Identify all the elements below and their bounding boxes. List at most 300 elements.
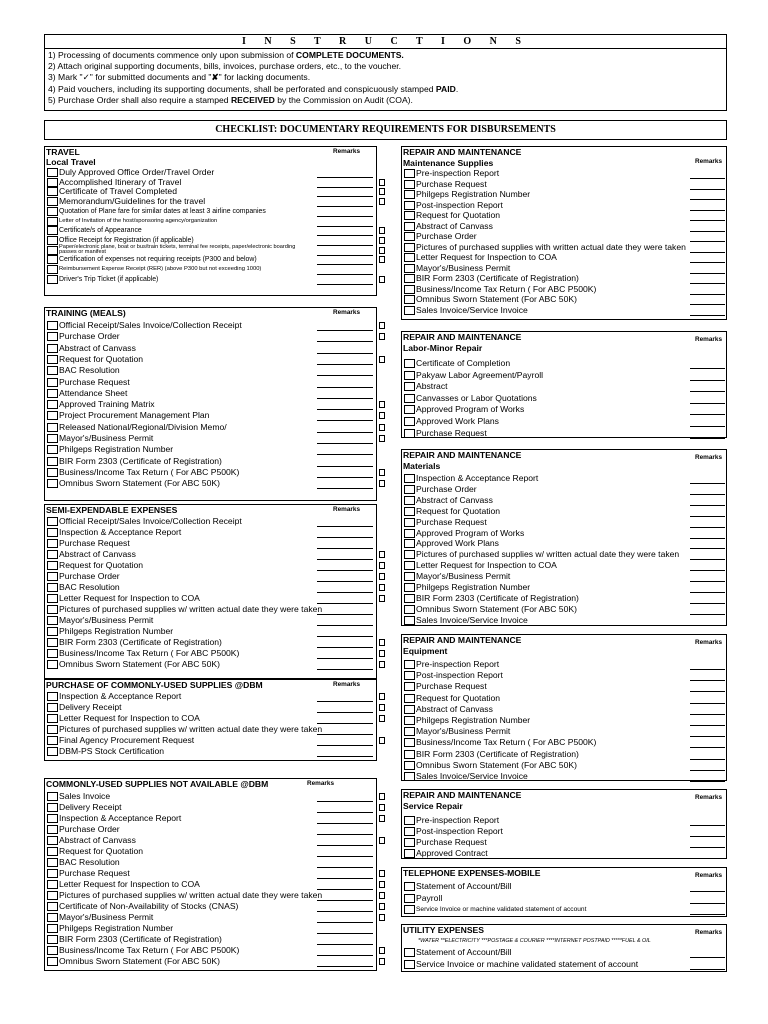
item-label: Pre-inspection Report (416, 659, 500, 669)
item-label: Mayor's/Business Permit (416, 571, 511, 582)
item-label: BAC Resolution (59, 582, 120, 592)
section-heading: TRAVEL (46, 147, 80, 157)
checkbox[interactable] (47, 572, 58, 581)
item-label: Request for Quotation (416, 210, 501, 220)
checkbox[interactable] (47, 236, 58, 245)
checklist-item (45, 626, 378, 637)
checkbox[interactable] (47, 935, 58, 944)
remarks-line[interactable] (690, 781, 725, 782)
checklist-item (45, 791, 378, 802)
item-label: BAC Resolution (59, 365, 120, 376)
checkbox[interactable] (404, 264, 415, 273)
item-label: Business/Income Tax Return ( For ABC P500K) (59, 648, 240, 658)
checkbox[interactable] (47, 178, 58, 187)
status-box-icon (379, 551, 385, 558)
section-heading: REPAIR AND MAINTENANCE (403, 635, 522, 645)
instructions-title: I N S T R U C T I O N S (44, 34, 727, 49)
item-label: Abstract of Canvass (59, 549, 136, 559)
instruction-text: 2) Attach original supporting documents, bills, invoices, purchase orders, etc., to the voucher. (48, 61, 402, 72)
checklist-item (402, 760, 728, 771)
checkbox[interactable] (47, 605, 58, 614)
item-label: Pictures of purchased supplies w/ written actual date they were taken (59, 890, 323, 900)
checkbox[interactable] (404, 894, 415, 903)
checkbox[interactable] (404, 572, 415, 581)
checklist-item (402, 242, 728, 253)
checklist-item (402, 704, 728, 715)
checkbox[interactable] (404, 849, 415, 858)
checklist-item (45, 912, 378, 923)
checkbox[interactable] (47, 423, 58, 432)
checkbox[interactable] (404, 518, 415, 527)
checklist-item (402, 393, 728, 404)
status-box-icon (379, 573, 385, 580)
item-label: Project Procurement Management Plan (59, 410, 210, 421)
checklist-item (45, 433, 378, 444)
checklist-item (402, 947, 728, 958)
checkbox[interactable] (404, 529, 415, 538)
checkbox[interactable] (47, 321, 58, 330)
checklist-item (402, 538, 728, 549)
checkbox[interactable] (47, 378, 58, 387)
checkbox[interactable] (47, 692, 58, 701)
checklist-item (45, 648, 378, 659)
status-box-icon (379, 179, 385, 186)
checkbox[interactable] (404, 716, 415, 725)
item-label: Sales Invoice/Service Invoice (416, 771, 528, 781)
checkbox[interactable] (47, 400, 58, 409)
checkbox[interactable] (404, 201, 415, 210)
remarks-header: Remarks (695, 158, 723, 165)
checkbox[interactable] (404, 211, 415, 220)
right-section-4 (401, 789, 727, 859)
checkbox[interactable] (404, 738, 415, 747)
checkbox[interactable] (47, 902, 58, 911)
remarks-header: Remarks (695, 454, 723, 461)
remarks-line[interactable] (690, 315, 725, 316)
status-box-icon (379, 837, 385, 844)
checkbox[interactable] (47, 792, 58, 801)
checklist-item (45, 890, 378, 901)
remarks-line[interactable] (317, 488, 373, 489)
item-label: Approved Training Matrix (59, 399, 155, 410)
item-label: Mayor's/Business Permit (59, 433, 154, 443)
checkbox[interactable] (47, 457, 58, 466)
section-subheading: Labor-Minor Repair (403, 343, 483, 353)
checkbox[interactable] (404, 750, 415, 759)
checkbox[interactable] (47, 736, 58, 745)
checkbox[interactable] (404, 253, 415, 262)
status-box-icon (379, 356, 385, 363)
checkbox[interactable] (47, 517, 58, 526)
checkbox[interactable] (404, 507, 415, 516)
checkbox[interactable] (47, 275, 58, 284)
checklist-item (402, 416, 728, 427)
checkbox[interactable] (47, 332, 58, 341)
status-box-icon (379, 892, 385, 899)
instruction-emphasis: RECEIVED (230, 94, 275, 105)
status-box-icon (379, 715, 385, 722)
item-label: Abstract of Canvass (59, 835, 136, 845)
checklist-item (402, 252, 728, 263)
checkbox[interactable] (47, 539, 58, 548)
checklist-item (45, 388, 378, 399)
item-label: Business/Income Tax Return ( For ABC P500K) (416, 737, 597, 748)
checkbox[interactable] (404, 550, 415, 559)
instruction-line (48, 50, 723, 61)
status-box-icon (379, 424, 385, 431)
right-section-1 (401, 331, 727, 438)
status-box-icon (379, 804, 385, 811)
item-label: Letter Request for Inspection to COA (416, 560, 557, 571)
checkbox[interactable] (47, 627, 58, 636)
checklist-item (402, 305, 728, 316)
item-label: BIR Form 2303 (Certificate of Registration) (416, 748, 579, 759)
checkbox[interactable] (47, 344, 58, 353)
remarks-line[interactable] (690, 914, 725, 915)
checklist-item (45, 549, 378, 560)
item-label: Paper/electronic plane, boat or bus/train tickets, terminal fee receipts, paper/electronic boarding passes or manifest (59, 243, 296, 256)
remarks-header: Remarks (307, 780, 335, 787)
item-label: Request for Quotation (416, 505, 501, 516)
item-label: Released National/Regional/Division Memo/ (59, 421, 227, 432)
checkbox[interactable] (404, 772, 415, 781)
checkbox[interactable] (404, 960, 415, 969)
checkbox[interactable] (404, 882, 415, 891)
checklist-item (45, 691, 378, 702)
item-label: Abstract of Canvass (416, 703, 493, 714)
item-label: Final Agency Procurement Request (59, 735, 195, 745)
section-subheading: Service Repair (403, 801, 463, 811)
status-box-icon (379, 903, 385, 910)
checkbox[interactable] (47, 550, 58, 559)
checkbox[interactable] (47, 528, 58, 537)
left-section-4 (44, 778, 377, 971)
item-label: Memorandum/Guidelines for the travel (59, 196, 206, 207)
item-label: Purchase Request (416, 427, 487, 438)
checklist-item (45, 331, 378, 342)
checkbox[interactable] (404, 485, 415, 494)
item-label: Omnibus Sworn Statement (For ABC 50K) (416, 759, 577, 770)
checkbox[interactable] (47, 858, 58, 867)
checklist-item (402, 495, 728, 506)
item-label: Mayor's/Business Permit (416, 262, 511, 273)
checkbox[interactable] (404, 561, 415, 570)
item-label: Purchase Order (59, 331, 120, 342)
status-box-icon (379, 247, 385, 254)
checkbox[interactable] (47, 703, 58, 712)
checklist-item (45, 813, 378, 824)
checklist-item (402, 959, 728, 970)
remarks-line[interactable] (317, 966, 373, 967)
checkbox[interactable] (47, 847, 58, 856)
checklist-item (402, 715, 728, 726)
item-label: Approved Work Plans (416, 538, 499, 549)
checkbox[interactable] (47, 246, 58, 255)
checkbox[interactable] (404, 583, 415, 592)
checkbox[interactable] (404, 671, 415, 680)
checklist-item (402, 200, 728, 211)
checkbox[interactable] (47, 957, 58, 966)
instruction-text: 1) Processing of documents commence only upon submission of (48, 50, 296, 60)
checkbox[interactable] (404, 274, 415, 283)
status-box-icon (379, 584, 385, 591)
checkbox[interactable] (47, 714, 58, 723)
checkbox[interactable] (47, 197, 58, 206)
checklist-item (45, 735, 378, 746)
section-heading: PURCHASE OF COMMONLY-USED SUPPLIES @DBM (46, 680, 263, 690)
item-label: Certificate/s of Appearance (59, 227, 142, 235)
checklist-item (45, 615, 378, 626)
checkbox[interactable] (47, 594, 58, 603)
checkbox[interactable] (404, 816, 415, 825)
status-box-icon (379, 704, 385, 711)
item-label: Sales Invoice/Service Invoice (416, 304, 528, 315)
checkbox[interactable] (47, 616, 58, 625)
checkbox[interactable] (47, 649, 58, 658)
checkbox[interactable] (47, 468, 58, 477)
checkbox[interactable] (47, 434, 58, 443)
item-label: Letter Request for Inspection to COA (59, 593, 200, 603)
checkbox[interactable] (47, 445, 58, 454)
checkbox[interactable] (404, 306, 415, 315)
checklist-item (402, 294, 728, 305)
checklist-item (45, 846, 378, 857)
checklist-item (45, 945, 378, 956)
item-label: Request for Quotation (59, 560, 144, 570)
checklist-item (45, 879, 378, 890)
status-box-icon (379, 661, 385, 668)
remarks-header: Remarks (695, 336, 723, 343)
item-label: Certificate of Non-Availability of Stocks (CNAS) (59, 901, 239, 911)
checklist-item (45, 343, 378, 354)
checklist-item (45, 456, 378, 467)
item-label: Purchase Request (59, 538, 130, 548)
checkbox[interactable] (47, 825, 58, 834)
checklist-item (45, 637, 378, 648)
item-label: Philgeps Registration Number (59, 923, 174, 933)
checkbox[interactable] (404, 371, 415, 380)
item-label: Pre-inspection Report (416, 168, 500, 178)
checklist-item (402, 681, 728, 692)
item-label: Pre-inspection Report (416, 815, 500, 825)
checkbox[interactable] (47, 638, 58, 647)
item-label: Approved Contract (416, 848, 488, 858)
checkbox[interactable] (404, 727, 415, 736)
item-label: Post-inspection Report (416, 826, 503, 836)
checkbox[interactable] (404, 190, 415, 199)
checkbox[interactable] (47, 389, 58, 398)
checklist-item (402, 771, 728, 782)
checkbox[interactable] (404, 660, 415, 669)
item-label: Statement of Account/Bill (416, 947, 512, 957)
checkbox[interactable] (47, 836, 58, 845)
remarks-header: Remarks (695, 929, 723, 936)
item-label: DBM-PS Stock Certification (59, 746, 165, 756)
item-label: Omnibus Sworn Statement (For ABC 50K) (416, 294, 577, 304)
checklist-item (402, 749, 728, 760)
section-heading: REPAIR AND MAINTENANCE (403, 332, 522, 342)
checklist-item (402, 826, 728, 837)
section-subheading: Materials (403, 461, 441, 471)
checkbox[interactable] (47, 187, 58, 196)
item-label: Service Invoice or machine validated statement of account (416, 906, 587, 913)
instruction-line (48, 72, 723, 83)
checklist-item (45, 571, 378, 582)
checklist-item (402, 284, 728, 295)
checklist-title: CHECKLIST: DOCUMENTARY REQUIREMENTS FOR DISBURSEMENTS (44, 120, 727, 140)
left-section-0 (44, 146, 377, 296)
checkbox[interactable] (404, 761, 415, 770)
checkbox[interactable] (404, 905, 415, 914)
checklist-item (402, 189, 728, 200)
checkbox[interactable] (404, 382, 415, 391)
right-section-2 (401, 449, 727, 626)
checkbox[interactable] (404, 605, 415, 614)
item-label: Canvasses or Labor Quotations (416, 392, 537, 403)
checkbox[interactable] (47, 217, 58, 226)
status-box-icon (379, 469, 385, 476)
remarks-line[interactable] (690, 625, 725, 626)
checkbox[interactable] (404, 359, 415, 368)
left-section-1 (44, 307, 377, 501)
checklist-item (402, 893, 728, 904)
checkbox[interactable] (404, 285, 415, 294)
checklist-item (45, 365, 378, 376)
checkbox[interactable] (404, 222, 415, 231)
remarks-header: Remarks (333, 309, 361, 316)
checkbox[interactable] (404, 682, 415, 691)
checkbox[interactable] (47, 747, 58, 756)
remarks-line[interactable] (690, 969, 725, 970)
checkbox[interactable] (47, 561, 58, 570)
remarks-line[interactable] (690, 438, 725, 439)
checkbox[interactable] (47, 479, 58, 488)
checkbox[interactable] (404, 169, 415, 178)
checklist-item (402, 381, 728, 392)
checkbox[interactable] (47, 660, 58, 669)
checkbox[interactable] (47, 168, 58, 177)
checkbox[interactable] (404, 474, 415, 483)
checkbox[interactable] (404, 539, 415, 548)
item-label: Purchase Order (59, 571, 120, 581)
instruction-text: " for lacking documents. (218, 72, 311, 83)
checkbox[interactable] (47, 255, 58, 264)
status-box-icon (379, 480, 385, 487)
section-heading: TELEPHONE EXPENSES-MOBILE (403, 868, 541, 878)
status-box-icon (379, 237, 385, 244)
item-label: Reimbursement Expense Receipt (RER) (above P300 but not exceeding 1000) (59, 266, 262, 272)
checkbox[interactable] (404, 394, 415, 403)
remarks-line[interactable] (690, 858, 725, 859)
checkbox[interactable] (47, 226, 58, 235)
section-subheading: Maintenance Supplies (403, 158, 494, 168)
checklist-item (402, 231, 728, 242)
checkbox[interactable] (47, 207, 58, 216)
item-label: Pictures of purchased supplies with written actual date they were taken (416, 241, 686, 252)
item-label: Office Receipt for Registration (if applicable) (59, 236, 194, 244)
checkbox[interactable] (47, 891, 58, 900)
checklist-item (402, 693, 728, 704)
checkbox[interactable] (404, 616, 415, 625)
checkbox[interactable] (47, 913, 58, 922)
item-label: Philgeps Registration Number (59, 444, 174, 455)
checkbox[interactable] (47, 583, 58, 592)
item-label: Service Invoice or machine validated statement of account (416, 958, 639, 969)
checklist-item (45, 354, 378, 365)
status-box-icon (379, 227, 385, 234)
checkbox[interactable] (404, 295, 415, 304)
checkbox[interactable] (47, 880, 58, 889)
checkbox[interactable] (47, 725, 58, 734)
checklist-item (45, 444, 378, 455)
status-box-icon (379, 412, 385, 419)
checkbox[interactable] (404, 705, 415, 714)
item-label: Driver's Trip Ticket (if applicable) (59, 275, 159, 283)
instruction-line (48, 84, 723, 95)
checkbox[interactable] (404, 429, 415, 438)
checkbox[interactable] (47, 946, 58, 955)
remarks-header: Remarks (333, 681, 361, 688)
checkbox[interactable] (404, 496, 415, 505)
item-label: Letter of Invitation of the host/sponsoring agency/organization (59, 217, 218, 224)
checkbox[interactable] (404, 827, 415, 836)
checkbox[interactable] (404, 405, 415, 414)
status-box-icon (379, 256, 385, 263)
checkbox[interactable] (404, 594, 415, 603)
item-label: Business/Income Tax Return ( For ABC P500K) (416, 283, 597, 294)
remarks-line[interactable] (317, 756, 373, 757)
checkbox[interactable] (404, 243, 415, 252)
checkbox[interactable] (47, 411, 58, 420)
checkbox[interactable] (47, 366, 58, 375)
checklist-item (45, 824, 378, 835)
item-label: Purchase Request (416, 178, 487, 189)
remarks-line[interactable] (317, 284, 373, 285)
item-label: Pictures of purchased supplies w/ written actual date they were taken (59, 604, 323, 614)
item-label: BIR Form 2303 (Certificate of Registration) (416, 592, 579, 603)
checkbox[interactable] (404, 838, 415, 847)
item-label: Business/Income Tax Return ( For ABC P500K) (59, 945, 240, 955)
checkbox[interactable] (404, 232, 415, 241)
checklist-item (402, 517, 728, 528)
instruction-emphasis: COMPLETE DOCUMENTS. (295, 50, 404, 60)
status-box-icon (379, 958, 385, 965)
checkbox[interactable] (47, 869, 58, 878)
remarks-header: Remarks (333, 506, 361, 513)
checkbox[interactable] (47, 924, 58, 933)
checkbox[interactable] (47, 803, 58, 812)
checklist-item (402, 848, 728, 859)
item-label: Letter Request for Inspection to COA (59, 879, 200, 889)
checkbox[interactable] (404, 417, 415, 426)
checklist-item (402, 881, 728, 892)
item-label: Purchase Order (416, 231, 477, 241)
item-label: Attendance Sheet (59, 387, 128, 398)
checkbox[interactable] (404, 180, 415, 189)
remarks-line[interactable] (317, 669, 373, 670)
checkbox[interactable] (47, 814, 58, 823)
checklist-item (45, 467, 378, 478)
item-label: Pakyaw Labor Agreement/Payroll (416, 369, 544, 380)
checkbox[interactable] (47, 355, 58, 364)
checkbox[interactable] (47, 265, 58, 274)
checkbox[interactable] (404, 948, 415, 957)
checklist-item (402, 615, 728, 626)
item-label: BIR Form 2303 (Certificate of Registration) (416, 273, 579, 283)
status-box-icon (379, 815, 385, 822)
checkbox[interactable] (404, 694, 415, 703)
right-section-6 (401, 924, 727, 972)
